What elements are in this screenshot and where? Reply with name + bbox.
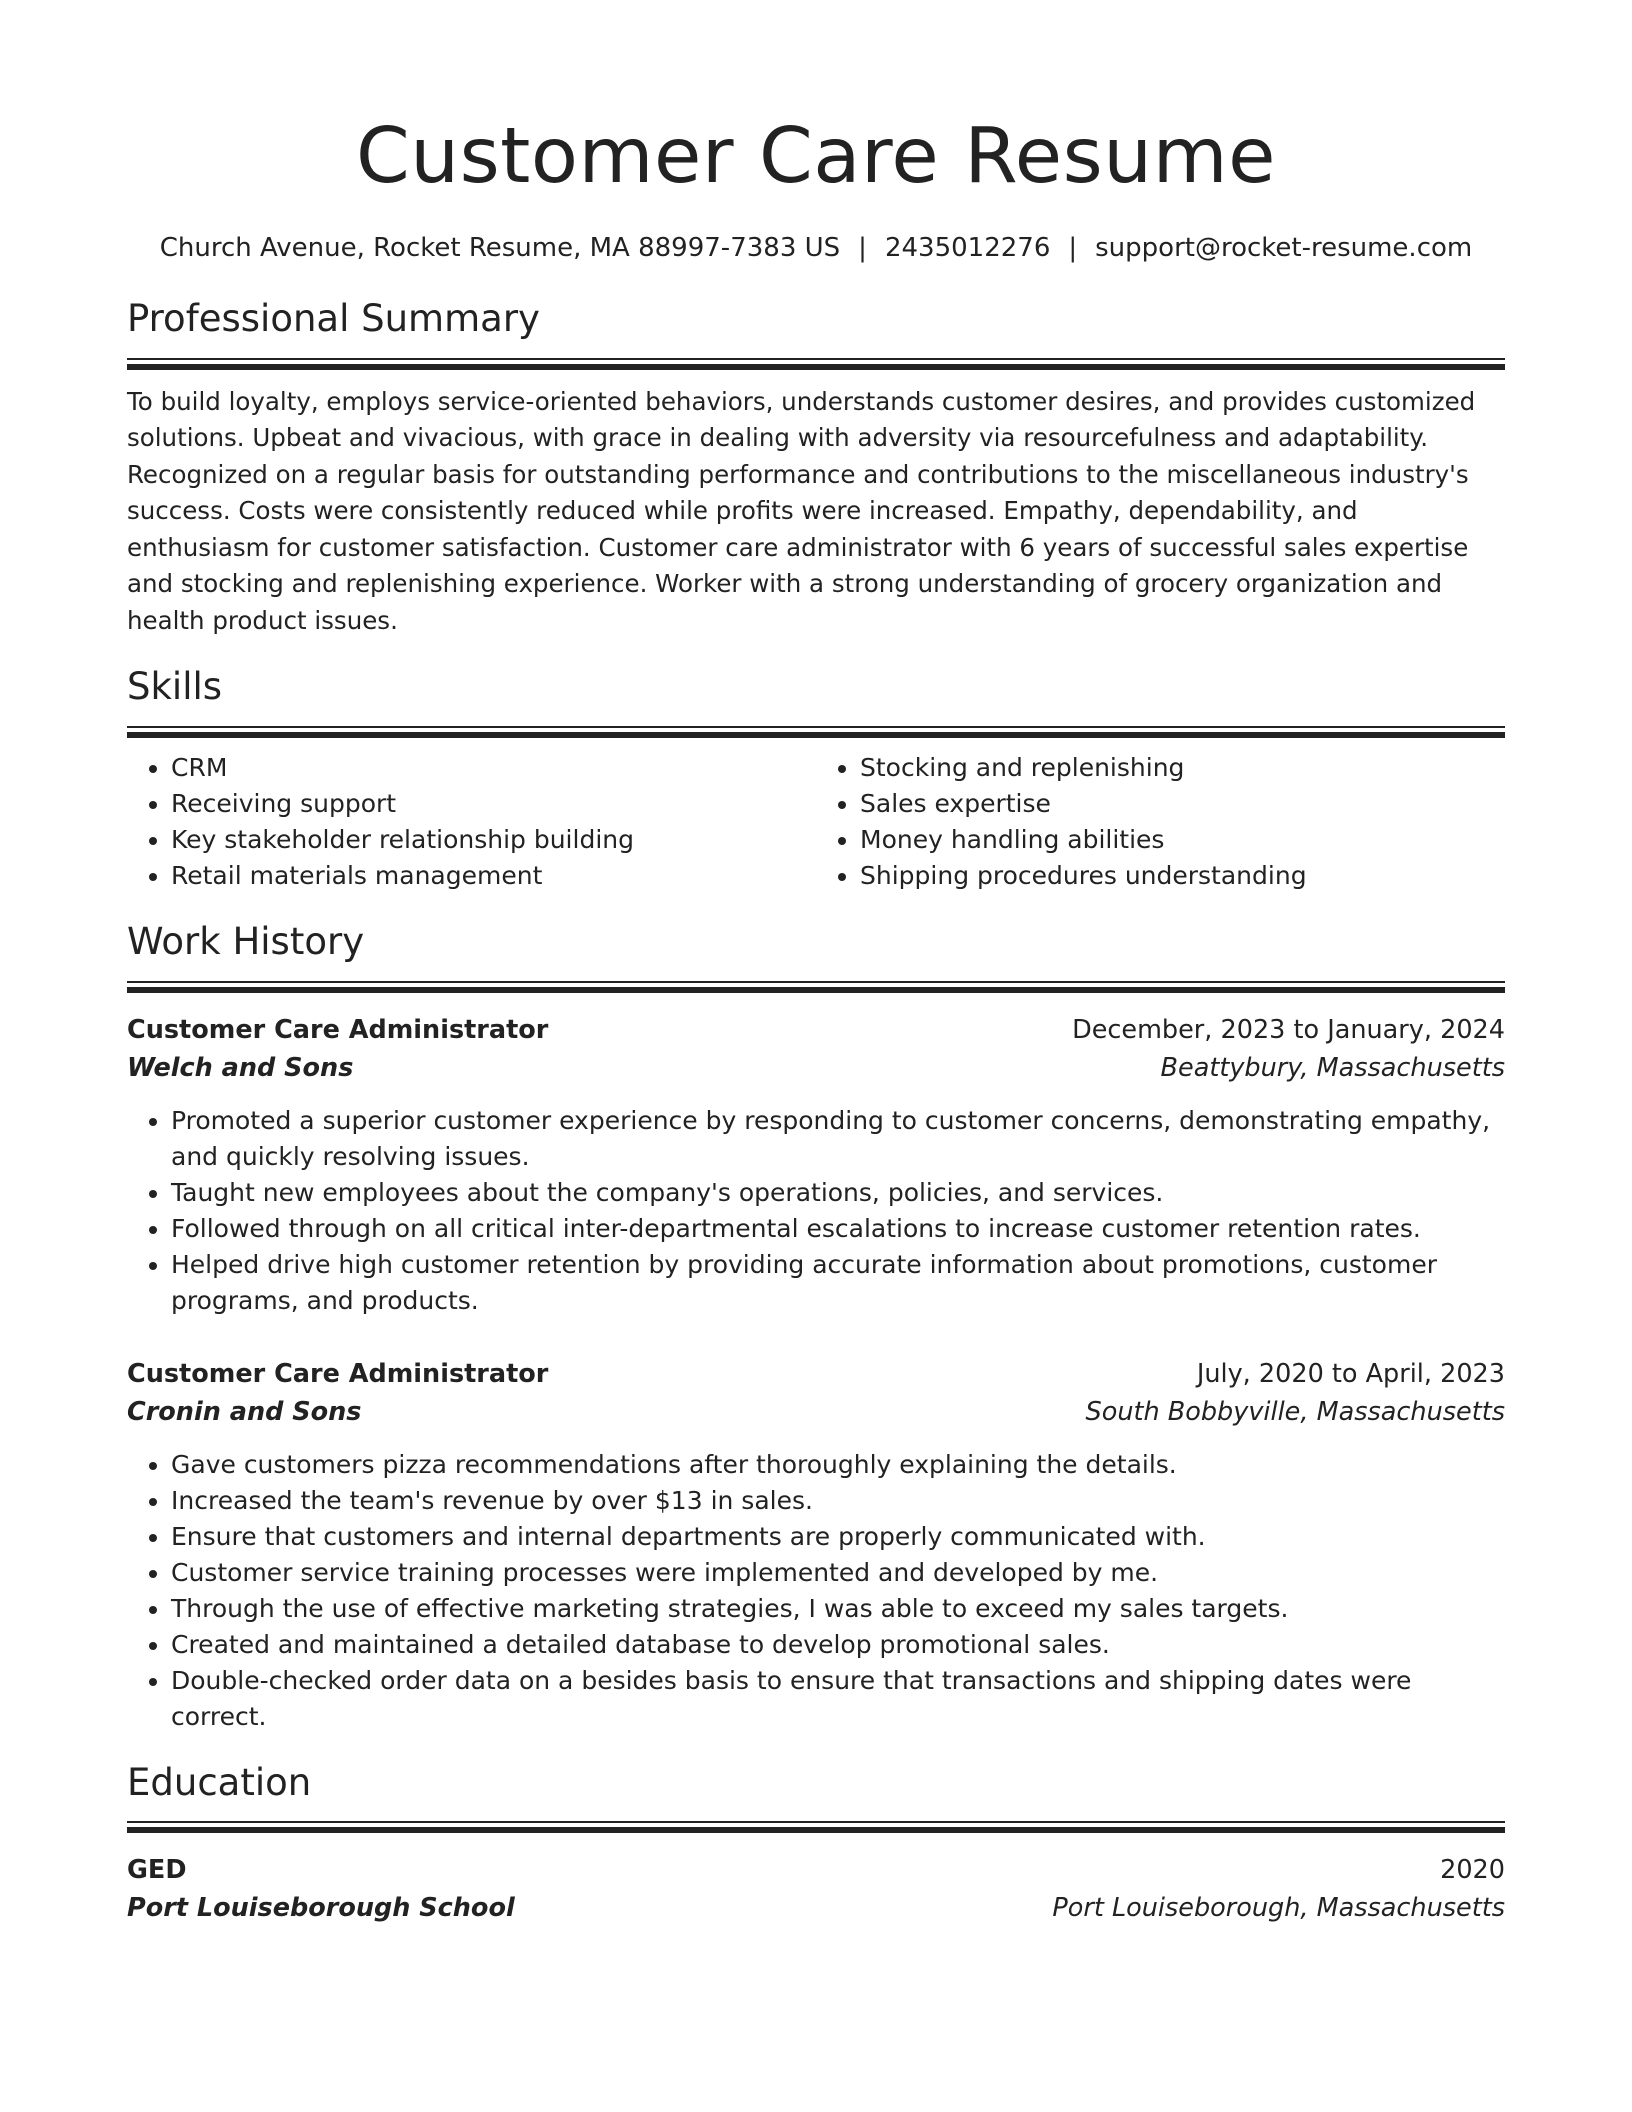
professional-summary-section [127,299,1505,639]
job-entry [127,1355,1505,1735]
degree: GED [127,1855,187,1886]
education-section [127,1760,1505,1928]
job-bullet: • Taught new employees about the company's operations, policies, and services. [171,1175,1505,1211]
skills-column-right [816,750,1505,894]
contact-separator: | [858,233,867,263]
skills-list [127,750,1505,894]
section-divider [127,981,1505,993]
address: Church Avenue, Rocket Resume, MA 88997-7383 US [159,233,841,263]
section-divider [127,358,1505,370]
resume-title: Customer Care Resume [356,112,1276,201]
work-history-section [127,919,1505,1735]
education-entry [127,1851,1505,1927]
job-bullet: • Customer service training processes were implemented and developed by me. [171,1555,1505,1591]
education-header-row [127,1851,1505,1889]
contact-separator: | [1068,233,1078,263]
job-bullet: • Promoted a superior customer experience by responding to customer concerns, demonstrating empathy, and quickly resolving issues. [171,1103,1505,1175]
section-divider [127,1821,1505,1833]
section-title-skills: Skills [127,665,223,709]
job-bullets [127,1447,1505,1735]
skill-item: • Retail materials management [171,858,816,894]
email: support@rocket-resume.com [1095,233,1473,263]
section-divider [127,726,1505,738]
job-bullet: • Helped drive high customer retention by providing accurate information about promotions, customer programs, and products. [171,1247,1505,1319]
skill-item: • CRM [171,750,816,786]
section-title-summary: Professional Summary [127,297,540,340]
job-bullet: • Through the use of effective marketing strategies, I was able to exceed my sales targets. [171,1591,1505,1627]
company-name: Welch and Sons [127,1052,354,1083]
company-name: Cronin and Sons [127,1396,362,1427]
school-name: Port Louiseborough School [127,1893,515,1924]
skill-item: • Key stakeholder relationship building [171,822,816,858]
education-year: 2020 [1440,1855,1505,1886]
skill-item: • Receiving support [171,786,816,822]
job-entry [127,1011,1505,1319]
job-company-row [127,1393,1505,1431]
job-location: South Bobbyville, Massachusetts [1085,1396,1505,1427]
skills-section [127,667,1505,894]
job-title: Customer Care Administrator [127,1014,549,1045]
skill-item: • Shipping procedures understanding [860,858,1505,894]
job-header-row [127,1011,1505,1049]
job-location: Beattybury, Massachusetts [1160,1052,1505,1083]
job-company-row [127,1049,1505,1087]
job-bullet: • Increased the team's revenue by over $13 in sales. [171,1483,1505,1519]
job-dates: July, 2020 to April, 2023 [1196,1358,1505,1389]
job-bullet: • Ensure that customers and internal departments are properly communicated with. [171,1519,1505,1555]
job-bullet: • Gave customers pizza recommendations after thoroughly explaining the details. [171,1447,1505,1483]
section-title-education: Education [127,1760,312,1804]
job-bullet: • Created and maintained a detailed database to develop promotional sales. [171,1627,1505,1663]
contact-line [127,233,1505,263]
skill-item: • Sales expertise [860,786,1505,822]
section-title-work-history: Work History [127,919,365,963]
education-school-row [127,1889,1505,1927]
phone: 2435012276 [884,233,1051,263]
job-bullet: • Followed through on all critical inter-departmental escalations to increase customer retention rates. [171,1211,1505,1247]
job-bullets [127,1103,1505,1319]
job-title: Customer Care Administrator [127,1358,549,1389]
skill-item: • Money handling abilities [860,822,1505,858]
school-location: Port Louiseborough, Massachusetts [1052,1893,1505,1924]
job-bullet: • Double-checked order data on a besides basis to ensure that transactions and shipping dates were correct. [171,1663,1505,1735]
skills-column-left [127,750,816,894]
job-header-row [127,1355,1505,1393]
skill-item: • Stocking and replenishing [860,750,1505,786]
summary-text: To build loyalty, employs service-oriented behaviors, understands customer desires, and provides customized solutions. Upbeat and vivacious, with grace in dealing with adversity via resourcefulness and adaptability. Recognized on a regular basis for outstanding performance and contributions to the miscellaneous industry's success. Costs were consistently reduced while profits were increased. Empathy, dependability, and enthusiasm for customer satisfaction. Customer care administrator with 6 years of successful sales expertise and stocking and replenishing experience. Worker with a strong understanding of grocery organization and health product issues. [127,386,1476,635]
job-dates: December, 2023 to January, 2024 [1072,1014,1505,1045]
